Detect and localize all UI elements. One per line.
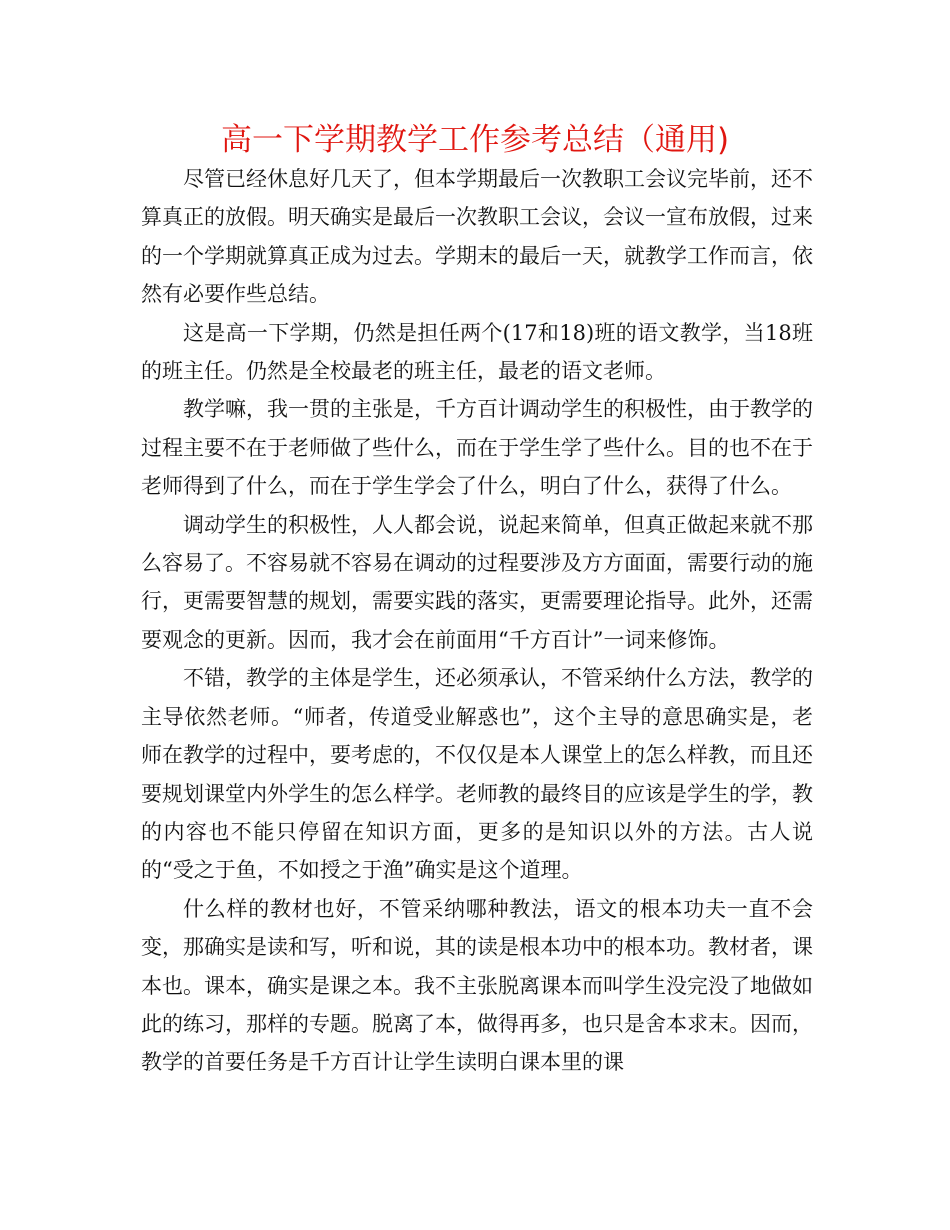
paragraph: 不错，教学的主体是学生，还必须承认，不管采纳什么方法，教学的主导依然老师。“师者，传道受业解惑也”，这个主导的意思确实是，老师在教学的过程中，要考虑的，不仅仅是本人课堂上的怎么样教，而且还要规划课堂内外学生的怎么样学。老师教的最终目的应该是学生的学，教的内容也不能只停留在知识方面，更多的是知识以外的方法。古人说的“受之于鱼，不如授之于渔”确实是这个道理。 [141,666,813,883]
paragraph: 什么样的教材也好，不管采纳哪种教法，语文的根本功夫一直不会变，那确实是读和写，听和说，其的读是根本功中的根本功。教材者，课本也。课本，确实是课之本。我不主张脱离课本而叫学生没完没了地做如此的练习，那样的专题。脱离了本，做得再多，也只是舍本求末。因而，教学的首要任务是千方百计让学生读明白课本里的课 [141,896,813,1075]
paragraph: 调动学生的积极性，人人都会说，说起来简单，但真正做起来就不那么容易了。不容易就不容易在调动的过程要涉及方方面面，需要行动的施行，更需要智慧的规划，需要实践的落实，更需要理论指导。此外，还需要观念的更新。因而，我才会在前面用“千方百计”一词来修饰。 [141,512,813,652]
document-title: 高一下学期教学工作参考总结（通用) [220,122,730,158]
paragraph: 这是高一下学期，仍然是担任两个(17和18)班的语文教学，当18班的班主任。仍然是全校最老的班主任，最老的语文老师。 [141,320,813,384]
paragraph: 教学嘛，我一贯的主张是，千方百计调动学生的积极性，由于教学的过程主要不在于老师做了些什么，而在于学生学了些什么。目的也不在于老师得到了什么，而在于学生学会了什么，明白了什么，获得了什么。 [141,397,813,499]
paragraph: 尽管已经休息好几天了，但本学期最后一次教职工会议完毕前，还不算真正的放假。明天确实是最后一次教职工会议，会议一宣布放假，过来的一个学期就算真正成为过去。学期末的最后一天，就教学工作而言，依然有必要作些总结。 [141,167,813,307]
document-body [141,160,813,1082]
